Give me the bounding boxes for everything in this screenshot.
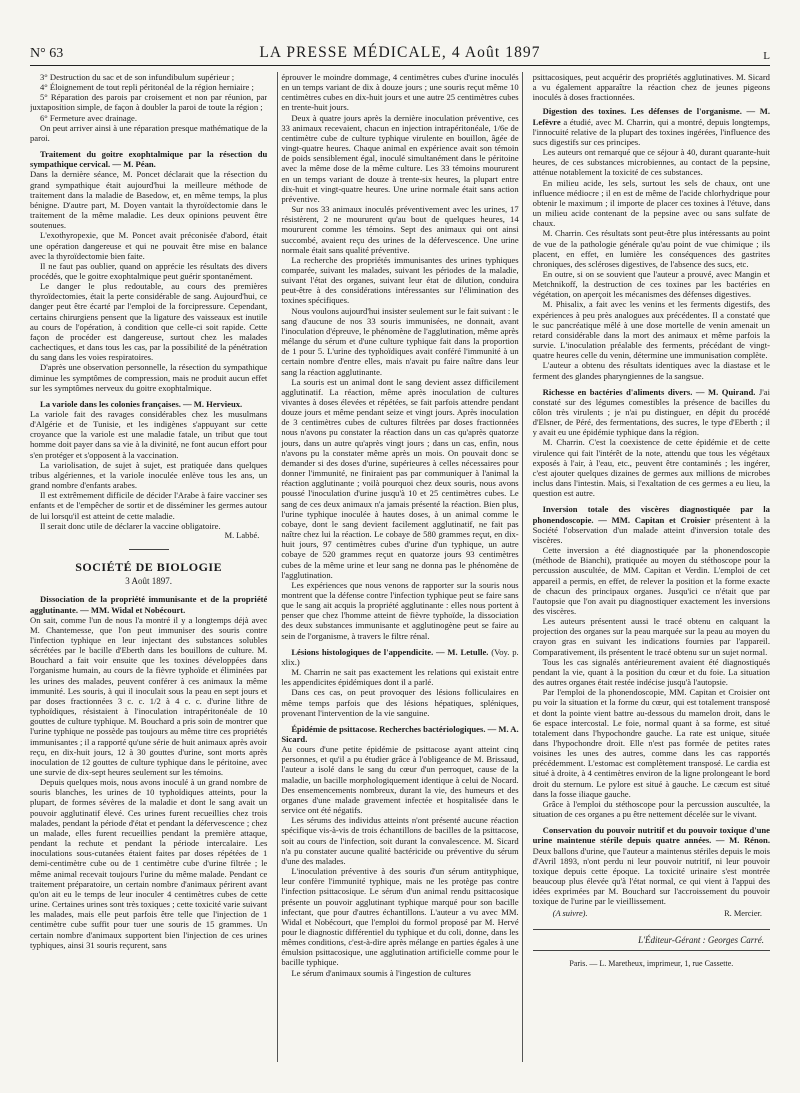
signature: R. Mercier. xyxy=(724,908,762,918)
issue-number: N° 63 xyxy=(30,46,64,61)
paragraph: a étudié, avec M. Charrin, qui a montré, depuis longtemps, l'innocuité relative de la plupart des toxines ingérées, l'influence des sucs digestifs sur ces principes. xyxy=(532,116,770,147)
article-heading-variole: La variole dans les colonies françaises. — M. Hervieux. xyxy=(40,398,243,409)
page-reference: (Voy. p. xlix.) xyxy=(281,646,519,667)
page-header xyxy=(30,40,770,66)
paragraph: Les sérums des individus atteints n'ont présenté aucune réaction spécifique vis-à-vis de trois échantillons de bacilles de la psittacose, soit au cours de l'infection, soit durant la convalescence. M. Sicard n'a pu constater aucune qualité bactéricide ou préventive du sérum d'une des malades. xyxy=(281,815,519,866)
printer-line: Paris. — L. Maretheux, imprimeur, 1, rue Cassette. xyxy=(569,958,734,968)
journal-title: LA PRESSE MÉDICALE, 4 Août 1897 xyxy=(259,44,541,61)
paragraph: psittacosiques, peut acquérir des propriétés agglutinatives. M. Sicard a vu également apparaître la réaction chez de jeunes pigeons inoculés à doses fractionnées. xyxy=(532,72,770,103)
paragraph: M. Phisalix, a fait avec les venins et les ferments digestifs, des expériences à peu près analogues aux précédentes. Il a constaté que le suc pancréatique mêlé à une dose mortelle de venin amenait un retard considérable dans la mort des animaux et même parfois la survie. L'inoculation préalable des ferments, précédant de vingt-quatre heures celle du venin, détermine une immunisation complète. xyxy=(532,299,770,361)
section-title: SOCIÉTÉ DE BIOLOGIE xyxy=(75,560,223,575)
paragraph: L'exothyropexie, que M. Poncet avait préconisée d'abord, était une opération dangereuse et qui ne pouvait être mise en balance avec la thyroïdectomie bien faite. xyxy=(30,230,268,261)
paragraph: Il est extrêmement difficile de décider l'Arabe à faire vacciner ses enfants et de l'empêcher de sortir et de disséminer les germes autour de lui lorsqu'il est atteint de cette maladie. xyxy=(30,490,268,521)
paragraph: Tous les cas signalés antérieurement avaient été diagnostiqués pendant la vie, quant à la position du cœur et du foie. La situation des autres organes était restée indécise jusqu'à l'autopsie. xyxy=(532,656,770,688)
paragraph: Sur nos 33 animaux inoculés préventivement avec les urines, 17 résistèrent, 2 ne moururent qu'au bout de quelques heures, 14 moururent comme les témoins. Sept des animaux qui ont ainsi succombé, avaient reçu des urines de la défervescence. Une urine normale était sans qualité préventive. xyxy=(281,204,519,255)
paragraph: M. Charrin. C'est la coexistence de cette épidémie et de cette virulence qui fait l'intérêt de la note, attendu que tous les végétaux exposés à l'air, à l'eau, etc., peuvent être contaminés ; les ingérer, c'est ajouter quelques dizaines de germes aux millions de microbes inclus dans l'intestin. Mais, si l'exaltation de ces germes a eu lieu, la question est autre. xyxy=(532,437,770,499)
paragraph: Par l'emploi de la phonendoscopie, MM. Capitan et Croisier ont pu voir la situation et la forme du cœur, qui est totalement transposé et dont la pointe vient battre au-dessous du mamelon droit, dans le 6e espace intercostal. Le foie, normal quant à sa forme, est situé totalement dans l'hypochondre gauche. La rate est unique, située dans l'hypochondre droit. Elle n'est pas formée de petites rates voisines les unes des autres, comme dans les cas rapportés précédemment. L'estomac est complètement transposé. Le cardia est situé à droite, à 4 centimètres environ de la ligne prolongeant le bord droit du sternum. Le pylore est situé à gauche. Le cæcum est situé dans la fosse iliaque gauche. xyxy=(532,687,770,799)
paragraph: L'inoculation préventive à des souris d'un sérum antityphique, leur confère l'immunité typhique, mais ne les protège pas contre l'infection psittacosique. Le sérum d'un animal rendu psittacosique présente un pouvoir agglutinant typhique marqué pour son bacille infectant, que pour d'autres échantillons. L'auteur a vu avec MM. Widal et Nobécourt, que l'emploi du formol proposé par M. Hervé pour le diagnostic différentiel du typhique et du coli, donne, dans les mêmes conditions, c'est-à-dire après mélange en parties égales à une émulsion psittacosique, une agglutination artificielle comme pour le bacille typhique. xyxy=(281,866,519,968)
paragraph: En milieu acide, les sels, surtout les sels de chaux, ont une influence médiocre ; il en est de même de l'acide chlorhydrique pour obtenir le maximum ; il importe de placer ces toxines à l'étuve, dans un milieu acide contenant de la pepsine avec ou sans sulfate de chaux. xyxy=(532,177,770,229)
paragraph: Nous voulons aujourd'hui insister seulement sur le fait suivant : le sang d'aucune de nos 33 souris immunisées, ne donnait, avant l'inoculation d'épreuve, le phénomène de l'agglutination, même après mélange du sérum et d'une culture typhique fait dans la proportion de 1 pour 5. L'urine des typhoïdiques avait conféré l'immunité à un certain nombre d'entre elles, mais n'avait pu faire naître dans leur sang la réaction agglutinante. xyxy=(281,305,519,377)
paragraph: Il ne faut pas oublier, quand on apprécie les résultats des divers procédés, que le goitre exophtalmique peut guérir spontanément. xyxy=(30,260,268,281)
paragraph: éprouver le moindre dommage, 4 centimètres cubes d'urine inoculés en un temps variant de dix à douze jours ; une souris reçut même 10 centimètres cubes en dix-huit jours et une autre 25 centimètres cubes en trente-huit jours. xyxy=(281,72,519,113)
list-item: 4° Éloignement de tout repli péritonéal de la région herniaire ; xyxy=(40,82,254,93)
paragraph: La variole fait des ravages considérables chez les musulmans d'Algérie et de Tunisie, et les indigènes s'appuyant sur cette croyance que la variole est une maladie fatale, un tribut que tout homme doit payer dans sa vie à la divinité, ne font aucun effort pour s'en protéger et s'opposent à la vaccination. xyxy=(30,409,268,460)
column-2 xyxy=(281,72,518,1067)
footer-divider xyxy=(533,950,770,951)
paragraph: La variolisation, de sujet à sujet, est pratiquée dans quelques tribus algériennes, et la variole inoculée enlève tous les ans, un grand nombre d'enfants arabes. xyxy=(30,459,268,491)
list-item: 6° Fermeture avec drainage. xyxy=(40,112,137,123)
section-date: 3 Août 1897. xyxy=(125,576,173,587)
paragraph: présentent à la Société l'observation d'un malade atteint d'inversion totale des viscères. xyxy=(532,514,770,545)
paragraph: Dans la dernière séance, M. Poncet déclarait que la résection du grand sympathique était aujourd'hui la meilleure méthode de traitement dans la maladie de Basedow, et, en même temps, la plus bénigne. D'autre part, M. Doyen vantait la thyroïdectomie dans le traitement de la même maladie. Les deux opinions peuvent être soutenues. xyxy=(30,169,268,231)
column-1 xyxy=(30,72,267,1067)
list-item: 3° Destruction du sac et de son infundibulum supérieur ; xyxy=(40,72,235,82)
paragraph: Depuis quelques mois, nous avons inoculé à un grand nombre de souris blanches, les urines de 10 typhoïdiques atteints, pour la plupart, de formes sévères de la maladie et dont le sang avait un pouvoir agglutinatif élevé. Ces urines furent recueillies chez trois malades, pendant la période d'état et pendant la défervescence ; chez un malade, elles furent recueillies pendant la première attaque, pendant la rechute et pendant la période intercalaire. Les inoculations sous-cutanées étaient faites par doses répétées de 1 demi-centimètre cube ou de 1 centimètre cube d'urine filtrée ; le même animal recevait toujours l'urine du même malade. Pendant ce traitement préparatoire, un certain nombre d'animaux périrent avant qu'on ait eu le temps de leur inoculer 4 centimètres cubes de cette urine. Certaines urines sont très toxiques ; cette toxicité varie suivant les malades, mais elle peut parfois être telle que l'injection de 1 centimètre cube suffit pour tuer une souris de 15 grammes. Un certain nombre d'animaux supportent bien l'injection de ces urines typhiques, ainsi 31 souris reçurent, sans xyxy=(30,777,268,950)
editor-line: L'Éditeur-Gérant : Georges Carré. xyxy=(638,934,764,945)
paragraph: Grâce à l'emploi du stéthoscope pour la percussion auscultée, la situation de ces organes a pu être nettement décelée sur le vivant. xyxy=(532,798,770,820)
paragraph: Le danger le plus redoutable, au cours des premières thyroïdectomies, était la perte considérable de sang. Aujourd'hui, ce danger peut être écarté par l'emploi de la forcipressure. Cependant, certains chirurgiens pensent que la ligature des vaisseaux est inutile au cours de l'opération, à condition que celle-ci soit rapide. Cette façon de procéder est dangereuse, surtout chez les malades cachectiques, et dans tous les cas, par la possibilité de la pénétration du sang dans les voies respiratoires. xyxy=(30,281,268,363)
paragraph: D'après une observation personnelle, la résection du sympathique diminue les symptômes de compression, mais ne produit aucun effet sur les symptômes nerveux du goitre exophtalmique. xyxy=(30,362,268,393)
article-heading-richesse: Richesse en bactéries d'aliments divers. — M. Quirand. xyxy=(542,386,756,397)
article-heading-goitre: Traitement du goitre exophtalmique par la résection du sympathique cervical. — M. Péan. xyxy=(30,149,268,170)
paragraph: Les auteurs ont remarqué que ce séjour à 40, durant quarante-huit heures, de ces substances microbiennes, au contact de la pepsine, atténue notablement la toxicité de ces substances. xyxy=(532,147,770,178)
page-folio: L xyxy=(763,50,770,62)
footer-divider xyxy=(533,929,770,930)
paragraph: M. Charrin. Ces résultats sont peut-être plus intéressants au point de vue de la pathologie générale qu'au point de vue chimique ; ils placent, en effet, en lumière les conséquences des gastrites chroniques, des scléroses digestives, de l'absence des sucs, etc. xyxy=(532,228,770,269)
paragraph: Cette inversion a été diagnostiquée par la phonendoscopie (méthode de Bianchi), pratiquée au moyen du stéthoscope pour la percussion auscultée, de MM. Capitan et Verdin. L'emploi de cet appareil a permis, en effet, de relever la position et la forme exacte de chacun des principaux organes. Jusqu'ici ce n'était que par l'autopsie que l'on avait pu diagnostiquer exactement les inversions des viscères. xyxy=(532,545,770,616)
column-3 xyxy=(533,72,770,1067)
continued-note: (A suivre). xyxy=(552,908,588,918)
paragraph: Dans ces cas, on peut provoquer des lésions folliculaires en même temps parfois que des lésions hépatiques, spléniques, provenant l'intervention de la vie sanguine. xyxy=(281,687,519,718)
paragraph: Le sérum d'animaux soumis à l'ingestion de cultures xyxy=(291,967,471,978)
paragraph: L'auteur a obtenu des résultats identiques avec la diastase et le ferment des glandes pharyngiennes de la sangsue. xyxy=(532,360,770,381)
paragraph: On sait, comme l'un de nous l'a montré il y a longtemps déjà avec M. Chantemesse, que l'on peut immuniser des souris contre l'infection typhique en leur injectant des substances solubles sécrétées par le bacille d'Eberth dans les bouillons de culture. M. Bouchard a fait voir ensuite que les toxines développées dans l'organisme humain, au cours de la fièvre typhoïde et éliminées par les urines des malades, peuvent conférer à ces animaux la même immunité. Les souris, à qui il inoculait sous la peau en sept jours et par doses fractionnées 3 c. c. 1/2 à 4 c. c. d'urine lithre de typhoïdiques, résistaient à l'inoculation intrapéritonéale de 10 gouttes de culture typhique. M. Bouchard a pris soin de montrer que l'urine typhique ne possède pas toujours au même titre ces propriétés immunisantes ; il a rapporté qu'une série de huit animaux après avoir reçu, en dix-huit jours, 12 à 30 gouttes d'urine, sont morts après inoculation de 12 gouttes de culture typhique dans le péritoine, avec une survie de dix-sept heures seulement sur les témoins. xyxy=(30,614,268,777)
paragraph: Il serait donc utile de déclarer la vaccine obligatoire. xyxy=(40,520,221,531)
paragraph: M. Charrin ne sait pas exactement les relations qui existait entre les appendicites épidémiques dont il a parlé. xyxy=(281,667,519,688)
article-heading-inversion: Inversion totale des viscères diagnostiquée par la phonendoscopie. — MM. Capitan et Croisier xyxy=(532,504,770,525)
paragraph: La recherche des propriétés immunisantes des urines typhiques comparée, suivant les malades, suivant les périodes de la maladie, suivant l'état des organes, suivant leur état de dilution, conduira peut-être à des considérations intéressantes sur l'élimination des toxines spécifiques. xyxy=(281,254,519,306)
paragraph: La souris est un animal dont le sang devient assez difficilement agglutinatif. La réaction, même après inoculation de cultures vivantes à doses élevées et répétées, se fait parfois attendre pendant douze jours et même pendant seize et vingt jours. Après inoculation de 3 centimètres cubes de cultures filtrées par doses fractionnées nous n'avons pu constater la réaction dans un cas qu'après quatorze jours, dans un autre qu'après vingt jours ; dans un cas, enfin, nous n'avons pu la constater même après un mois. On pouvait donc se demander si des doses d'urine, supérieures à celles nécessaires pour donner l'immunité, ne finiraient pas par communiquer à l'animal la réaction agglutinante ; voilà pourquoi chez deux souris, nous avons poussé l'inoculation d'urine jusqu'à 10 et 25 centimètres cubes. Le sang de ces deux animaux n'a jamais présenté la réaction. Bien plus, l'urine typhique inoculée à hautes doses, à un animal comme le cobaye, dont le sang devient facilement agglutinatif, ne fait pas naître chez lui la réaction. Le cobaye de 580 grammes reçut, en dix-huit jours, 97 centimètres cubes d'urine d'un typhique, un autre cobaye de 520 grammes reçut en quatorze jours 93 centimètres cubes de la même urine et leur sang ne donna pas le phénomène de l'agglutination. xyxy=(281,376,519,580)
article-heading-conservation: Conservation du pouvoir nutritif et du pouvoir toxique d'une urine maintenue stérile depuis quatre années. — M. Rénon. xyxy=(532,825,770,846)
paragraph: Les auteurs présentent aussi le tracé obtenu en calquant la projection des organes sur la peau marquée sur la peau au moyen du crayon gras en suivant les indications fournies par l'appareil. Comparativement, ils présentent le tracé obtenu sur un sujet normal. xyxy=(532,616,770,657)
paragraph: Deux ballons d'urine, que l'auteur a maintenus stériles depuis le mois d'Avril 1893, n'ont perdu ni leur pouvoir nutritif, ni leur pouvoir toxique depuis cette époque. La toxicité urinaire s'est montrée beaucoup plus élevée qu'à l'état normal, ce qui vient à l'appui des idées exprimées par M. Bouchard sur l'accroissement du pouvoir toxique de l'urine par le vieillissement. xyxy=(532,845,770,907)
paragraph: Les expériences que nous venons de rapporter sur la souris nous montrent que la défense contre l'infection typhique peut se faire sans que le sang ait acquis la propriété agglutinante : elles nous portent à penser que chez l'homme atteint de fièvre typhoïde, la dissociation des deux substances immunisante et agglutinogène peut se faire au sein de l'organisme, à travers le filtre rénal. xyxy=(281,579,519,641)
article-heading-dissociation: Dissociation de la propriété immunisante et de la propriété agglutinante. — MM. Widal et Nobécourt. xyxy=(30,594,268,615)
article-heading-psittacose: Épidémie de psittacose. Recherches bactériologiques. — M. A. Sicard. xyxy=(281,723,519,744)
article-heading-digestion: Digestion des toxines. Les défenses de l'organisme. — M. Lefèvre xyxy=(532,106,770,127)
article-heading-appendicite: Lésions histologiques de l'appendicite. — M. Letulle. xyxy=(291,646,489,657)
signature-row xyxy=(533,909,770,919)
paragraph: En outre, si on se souvient que l'auteur a prouvé, avec Mangin et Metchnikoff, la destruction de ces toxines par les bactéries en végétation, on aperçoit les mécanismes des défenses digestives. xyxy=(532,268,770,300)
columns xyxy=(30,72,770,1067)
list-item: 5° Réparation des parois par croisement et non par réunion, par juxtaposition simple, de façon à doubler la paroi de toute la région ; xyxy=(30,92,268,113)
paragraph: J'ai constaté sur des légumes comestibles la présence de bacilles du côlon très virulents ; je n'ai pu distinguer, en dépit du procédé d'Elsner, de Péré, des fermentations, des sucres, le type d'Eberth ; il y avait eu une épidémie typhique dans la région. xyxy=(532,386,770,438)
signature: M. Labbé. xyxy=(224,530,260,540)
section-divider xyxy=(129,549,169,550)
paragraph: On peut arriver ainsi à une réparation presque mathématique de la paroi. xyxy=(30,122,268,143)
paragraph: Au cours d'une petite épidémie de psittacose ayant atteint cinq personnes, et qu'il a pu étudier grâce à l'obligeance de M. Brissaud, l'auteur a isolé dans le sang du cœur d'un perroquet, cause de la maladie, un bacille morphologiquement identique à celui de Nocard. Des ensemencements nombreux, durant la vie, des humeurs et des organes d'une malade gravement infectée et hospitalisée dans le service ont été négatifs. xyxy=(281,744,519,816)
paragraph: Deux à quatre jours après la dernière inoculation préventive, ces 33 animaux recevaient, chacun en injection intrapéritonéale, 1/6e de centimètre cube de culture typhique virulente en bouillon, âgée de vingt-quatre heures. Chaque animal en expérience avait son témoin de poids sensiblement égal, inoculé simultanément dans le péritoine avec la même dose de la même culture. Les 33 témoins moururent en un temps variant de douze à trente-six heures, la plupart entre dix-huit et vingt-quatre heures. Une urine normale était sans action préventive. xyxy=(281,112,519,204)
